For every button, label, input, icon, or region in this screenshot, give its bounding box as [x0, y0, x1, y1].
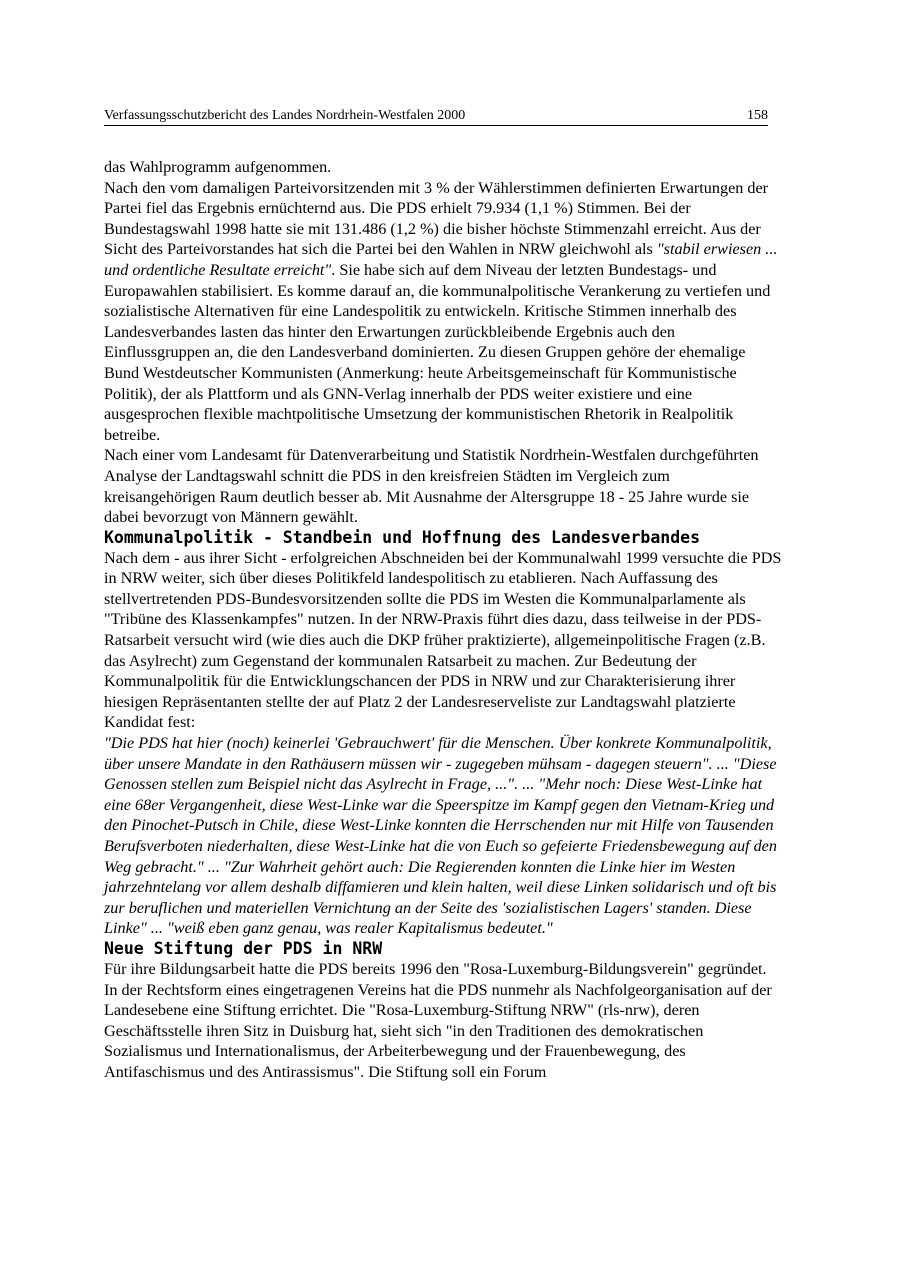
paragraph: Für ihre Bildungsarbeit hatte die PDS bereits 1996 den "Rosa-Luxemburg-Bildungsverein" gegründet. In der Rechtsform eines eingetragenen Vereins hat die PDS nunmehr als Nachfolgeorganisation auf der Landesebene eine Stiftung errichtet. Die "Rosa-Luxemburg-Stiftung NRW" (rls-nrw), deren Geschäftsstelle ihren Sitz in Duisburg hat, sieht sich "in den Traditionen des demokratischen Sozialismus und Internationalismus, der Arbeiterbewegung und der Frauenbewegung, des Antifaschismus und des Antirassismus". Die Stiftung soll ein Forum: [104, 959, 772, 1081]
paragraph-text: Nach den vom damaligen Parteivorsitzenden mit 3 % der Wählerstimmen definierten Erwartungen der Partei fiel das Ergebnis ernüchternd aus. Die PDS erhielt 79.934 (1,1 %) Stimmen. Bei der Bundestagswahl 1998 hatte sie mit 131.486 (1,2 %) die bisher höchste Stimmenzahl erreicht. Aus der Sicht des Parteivorstandes hat sich die Partei bei den Wahlen in NRW gleichwohl als: [104, 178, 769, 259]
paragraph: Nach dem - aus ihrer Sicht - erfolgreichen Abschneiden bei der Kommunalwahl 1999 versuchte die PDS in NRW weiter, sich über dieses Politikfeld landespolitisch zu etablieren. Nach Auffassung des stellvertretenden PDS-Bundesvorsitzenden sollte die PDS im Westen die Kommunalparlamente als "Tribüne des Klassenkampfes" nutzen. In der NRW-Praxis führt dies dazu, dass teilweise in der PDS-Ratsarbeit versucht wird (wie dies auch die DKP früher praktizierte), allgemeinpolitische Fragen (z.B. das Asylrecht) zum Gegenstand der kommunalen Ratsarbeit zu machen. Zur Bedeutung der Kommunalpolitik für die Entwicklungschancen der PDS in NRW und zur Charakterisierung ihrer hiesigen Repräsentanten stellte der auf Platz 2 der Landesreserveliste zur Landtagswahl platzierte Kandidat fest:: [104, 548, 782, 732]
document-body: [104, 157, 784, 1083]
block-quote: "Die PDS hat hier (noch) keinerlei 'Gebrauchwert' für die Menschen. Über konkrete Kommunalpolitik, über unsere Mandate in den Rathäusern müssen wir - zugegeben mühsam - dagegen steuern". ... "Diese Genossen stellen zum Beispiel nicht das Asylrecht in Frage, ...". ... "Mehr noch: Diese West-Linke hat eine 68er Vergangenheit, diese West-Linke war die Speerspitze im Kampf gegen den Vietnam-Krieg und den Pinochet-Putsch in Chile, diese West-Linke konnten die Herrschenden nur mit Hilfe von Tausenden Berufsverboten niederhalten, diese West-Linke hat die von Euch so gefeierte Friedensbewegung auf den Weg gebracht." ... "Zur Wahrheit gehört auch: Die Regierenden konnten die Linke hier im Westen jahrzehntelang vor allem deshalb diffamieren und klein halten, weil diese Linken solidarisch und oft bis zur beruflichen und materiellen Vernichtung an der Seite des 'sozialistischen Lagers' standen. Diese Linke" ... "weiß eben ganz genau, was realer Kapitalismus bedeutet.": [104, 734, 777, 938]
paragraph: das Wahlprogramm aufgenommen.: [104, 158, 332, 176]
section-heading: Neue Stiftung der PDS in NRW: [104, 938, 383, 958]
page-header: [104, 107, 768, 126]
page-number: 158: [747, 108, 768, 123]
section-heading: Kommunalpolitik - Standbein und Hoffnung des Landesverbandes: [104, 527, 701, 547]
paragraph: [104, 178, 784, 446]
paragraph-text: . Sie habe sich auf dem Niveau der letzten Bundestags- und Europawahlen stabilisiert. Es komme darauf an, die kommunalpolitische Verankerung zu vertiefen und sozialistische Alternativen für eine Landespolitik zu entwickeln. Kritische Stimmen innerhalb des Landesverbandes lasten das hinter den Erwartungen zurückbleibende Ergebnis auch den Einflussgruppen an, die den Landesverband dominierten. Zu diesen Gruppen gehöre der ehemalige Bund Westdeutscher Kommunisten (Anmerkung: heute Arbeitsgemeinschaft für Kommunistische Politik), der als Plattform und als GNN-Verlag innerhalb der PDS weiter existiere und eine ausgesprochen flexible machtpolitische Umsetzung der kommunistischen Rhetorik in Realpolitik betreibe.: [104, 260, 771, 444]
inline-quote: "stabil erwiesen ... und ordentliche Resultate erreicht": [104, 240, 778, 279]
header-title: Verfassungsschutzbericht des Landes Nordrhein-Westfalen 2000: [104, 108, 466, 123]
paragraph: Nach einer vom Landesamt für Datenverarbeitung und Statistik Nordrhein-Westfalen durchgeführten Analyse der Landtagswahl schnitt die PDS in den kreisfreien Städten im Vergleich zum kreisangehörigen Raum deutlich besser ab. Mit Ausnahme der Altersgruppe 18 - 25 Jahre wurde sie dabei bevorzugt von Männern gewählt.: [104, 446, 759, 527]
